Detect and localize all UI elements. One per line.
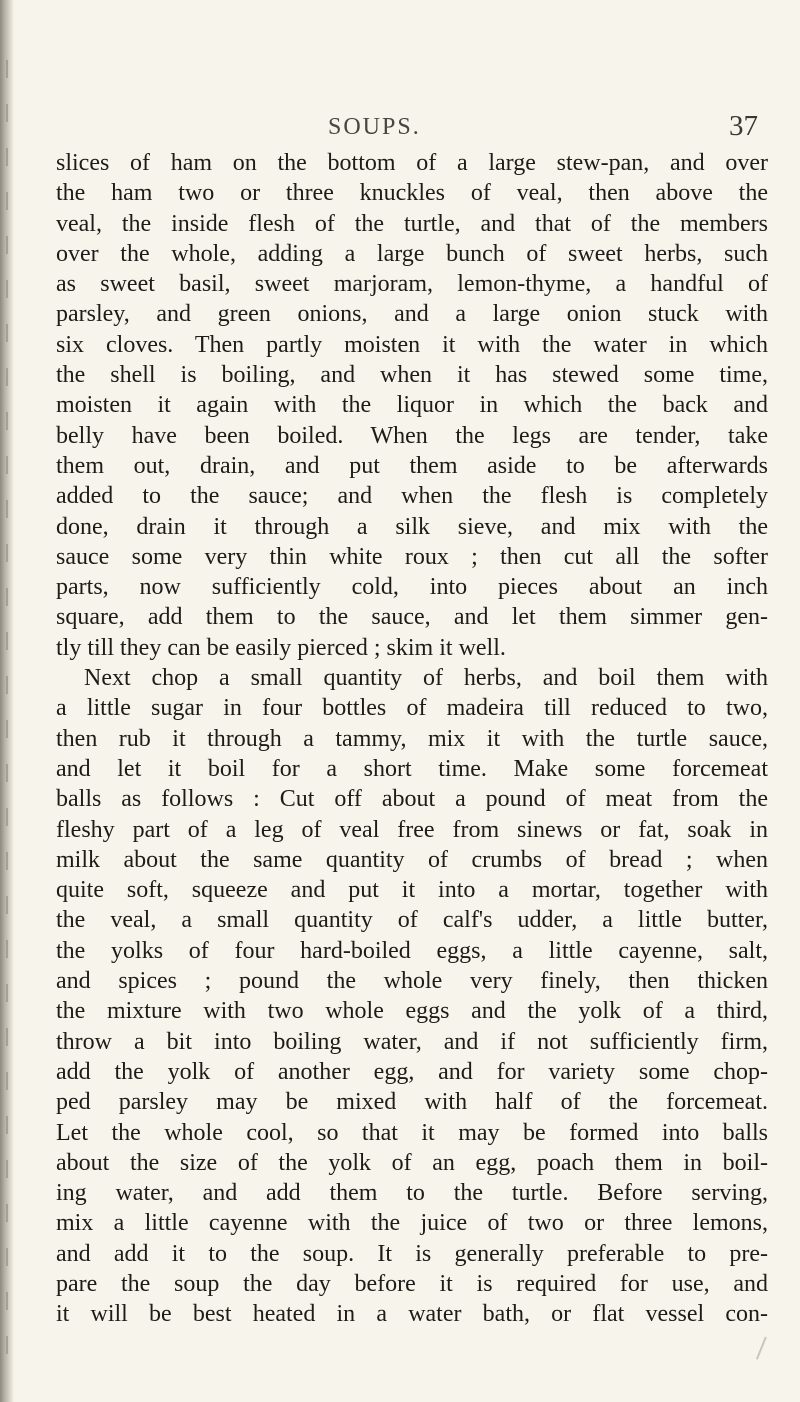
text-line: belly have been boiled. When the legs are tender, take bbox=[56, 422, 768, 449]
text-line: ing water, and add them to the turtle. Before serving, bbox=[56, 1180, 768, 1207]
text-line: added to the sauce; and when the flesh is completely bbox=[56, 483, 768, 510]
text-line: Next chop a small quantity of herbs, and boil them with bbox=[84, 665, 768, 692]
text-line: done, drain it through a silk sieve, and mix with the bbox=[56, 513, 768, 540]
text-line: throw a bit into boiling water, and if not sufficiently firm, bbox=[56, 1028, 768, 1055]
text-line: moisten it again with the liquor in which the back and bbox=[56, 392, 768, 419]
text-line: sauce some very thin white roux ; then cut all the softer bbox=[56, 543, 768, 570]
text-line: tly till they can be easily pierced ; skim it well. bbox=[56, 634, 506, 661]
text-line: parts, now sufficiently cold, into pieces about an inch bbox=[56, 574, 768, 601]
page-header-title: SOUPS. bbox=[328, 114, 421, 140]
text-line: the yolks of four hard-boiled eggs, a little cayenne, salt, bbox=[56, 937, 768, 964]
text-line: fleshy part of a leg of veal free from sinews or fat, soak in bbox=[56, 816, 768, 843]
text-line: the mixture with two whole eggs and the yolk of a third, bbox=[56, 998, 768, 1025]
text-line: milk about the same quantity of crumbs of bread ; when bbox=[56, 846, 768, 873]
page-number: 37 bbox=[729, 110, 758, 142]
text-line: add the yolk of another egg, and for variety some chop- bbox=[56, 1058, 768, 1085]
text-line: the veal, a small quantity of calf's udder, a little butter, bbox=[56, 907, 768, 934]
text-line: then rub it through a tammy, mix it with the turtle sauce, bbox=[56, 725, 768, 752]
text-line: and spices ; pound the whole very finely, then thicken bbox=[56, 968, 768, 995]
text-line: them out, drain, and put them aside to be afterwards bbox=[56, 452, 768, 479]
book-binding-edge bbox=[0, 0, 14, 1402]
text-line: pare the soup the day before it is required for use, and bbox=[56, 1270, 768, 1297]
text-line: Let the whole cool, so that it may be formed into balls bbox=[56, 1119, 768, 1146]
text-line: veal, the inside flesh of the turtle, and that of the members bbox=[56, 210, 768, 237]
text-line: slices of ham on the bottom of a large stew-pan, and over bbox=[56, 150, 768, 176]
text-line: square, add them to the sauce, and let them simmer gen- bbox=[56, 604, 768, 631]
text-line: parsley, and green onions, and a large onion stuck with bbox=[56, 301, 768, 328]
text-line: it will be best heated in a water bath, or flat vessel con- bbox=[56, 1301, 768, 1328]
text-line: over the whole, adding a large bunch of sweet herbs, such bbox=[56, 240, 768, 267]
text-line: about the size of the yolk of an egg, poach them in boil- bbox=[56, 1149, 768, 1176]
recipe-text-block bbox=[56, 148, 768, 1330]
text-line: quite soft, squeeze and put it into a mortar, together with bbox=[56, 877, 768, 904]
text-line: ped parsley may be mixed with half of the forcemeat. bbox=[56, 1089, 768, 1116]
text-line: a little sugar in four bottles of madeira till reduced to two, bbox=[56, 695, 768, 722]
paper-mark bbox=[756, 1337, 776, 1364]
text-line: and add it to the soup. It is generally preferable to pre- bbox=[56, 1240, 768, 1267]
text-line: and let it boil for a short time. Make some forcemeat bbox=[56, 755, 768, 782]
text-line: balls as follows : Cut off about a pound of meat from the bbox=[56, 786, 768, 813]
text-line: mix a little cayenne with the juice of two or three lemons, bbox=[56, 1210, 768, 1237]
text-line: as sweet basil, sweet marjoram, lemon-thyme, a handful of bbox=[56, 271, 768, 298]
text-line: the shell is boiling, and when it has stewed some time, bbox=[56, 362, 768, 389]
running-head bbox=[82, 110, 758, 152]
text-line: six cloves. Then partly moisten it with the water in which bbox=[56, 331, 768, 358]
text-line: the ham two or three knuckles of veal, then above the bbox=[56, 180, 768, 207]
